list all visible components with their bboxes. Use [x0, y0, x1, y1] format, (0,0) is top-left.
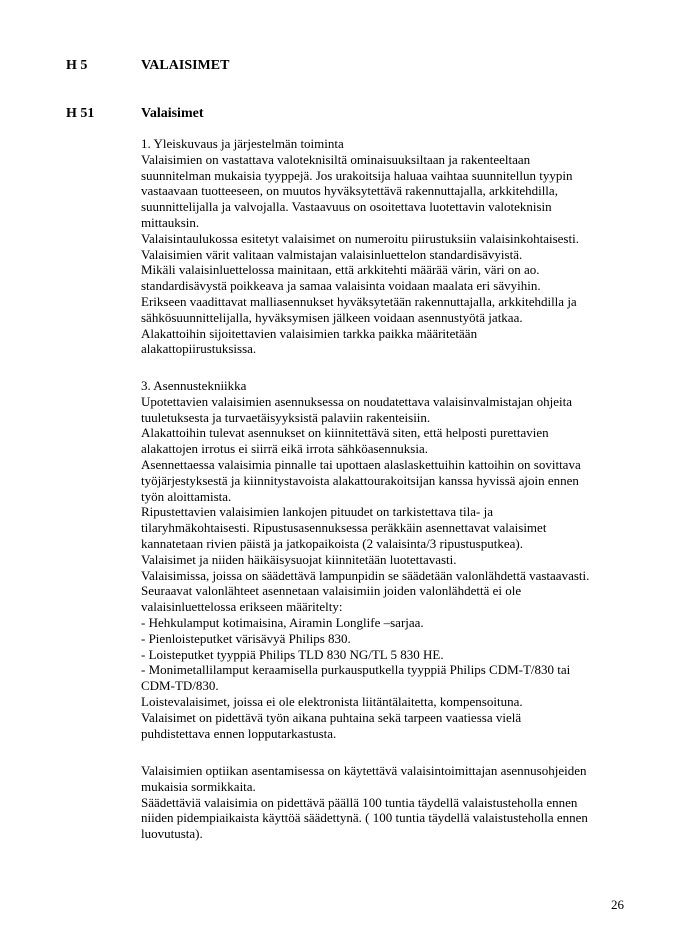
main-heading-code: H 5: [66, 58, 88, 73]
paragraph-line: Loistevalaisimet, joissa ei ole elektronista liitäntälaitetta, kompensoituna.: [141, 693, 523, 709]
list-item: - Loisteputket tyyppiä Philips TLD 830 NG/TL 5 830 HE.: [141, 646, 444, 662]
paragraph-line: Valaisimien on vastattava valoteknisiltä ominaisuuksiltaan ja rakenteeltaan: [141, 151, 531, 167]
paragraph-line: Mikäli valaisinluettelossa mainitaan, että arkkitehti määrää värin, väri on ao.: [141, 262, 540, 278]
paragraph-line: alakattojen irrotus ei siirrä eikä irrota sähköasennuksia.: [141, 441, 428, 457]
paragraph-line: mittauksin.: [141, 214, 200, 230]
list-item: - Monimetallilamput keraamisella purkausputkella tyyppiä Philips CDM-T/830 tai: [141, 662, 571, 678]
paragraph-line: Erikseen vaadittavat malliasennukset hyväksytetään rakennuttajalla, arkkitehdilla ja: [141, 293, 577, 309]
page-number: 26: [611, 897, 624, 912]
paragraph-line: Asennettaessa valaisimia pinnalle tai upottaen alaslaskettuihin kattoihin on sovittava: [141, 456, 581, 472]
paragraph-line: työjärjestyksestä ja kiinnitystavoista alakattourakoitsijan kanssa hyvissä ajoin ennen: [141, 472, 579, 488]
paragraph-line: mukaisia sormikkaita.: [141, 778, 256, 794]
section-title: 3. Asennustekniikka: [141, 378, 247, 393]
main-heading-title: VALAISIMET: [141, 58, 230, 73]
paragraph-line: alakattopiirustuksissa.: [141, 341, 257, 357]
paragraph-line: Alakattoihin tulevat asennukset on kiinnitettävä siten, että helposti purettavien: [141, 425, 549, 441]
paragraph-line: Säädettäviä valaisimia on pidettävä päällä 100 tuntia täydellä valaistusteholla ennen: [141, 794, 578, 810]
section-installation-technique: [141, 378, 641, 741]
list-item: - Hehkulamput kotimaisina, Airamin Longlife –sarjaa.: [141, 614, 424, 630]
paragraph-line: suunnittelijalla ja valvojalla. Vastaavuus on osoitettava luotettavin valoteknisin: [141, 199, 552, 215]
paragraph-line: Valaisimet on pidettävä työn aikana puhtaina sekä tarpeen vaatiessa vielä: [141, 709, 522, 725]
paragraph-line: sähkösuunnittelijalla, hyväksymisen jälkeen voidaan asennustyötä jatkaa.: [141, 309, 523, 325]
paragraph-line: Seuraavat valonlähteet asennetaan valaisimiin joiden valonlähdettä ei ole: [141, 583, 522, 599]
paragraph-line: työn aloittamista.: [141, 488, 232, 504]
section-title: 1. Yleiskuvaus ja järjestelmän toiminta: [141, 136, 344, 151]
section-optics-and-adjustment: [141, 763, 641, 842]
paragraph-line: tilaryhmäkohtaisesti. Ripustusasennuksessa peräkkäin asennettavat valaisimet: [141, 520, 547, 536]
paragraph-line: kannatetaan rivien päistä ja jatkopaikoista (2 valaisinta/3 ripustusputkea).: [141, 535, 523, 551]
paragraph-line: vastaavaan tuotteeseen, on muutos hyväksytettävä rakennuttajalla, arkkitehdilla,: [141, 183, 558, 199]
paragraph-line: valaisinluettelossa erikseen määritelty:: [141, 599, 343, 615]
paragraph-line: Upotettavien valaisimien asennuksessa on noudatettava valaisinvalmistajan ohjeita: [141, 393, 573, 409]
paragraph-line: luovutusta).: [141, 826, 203, 842]
paragraph-line: CDM-TD/830.: [141, 678, 219, 694]
paragraph-line: tuuletuksesta ja turvaetäisyyksistä palaviin rakenteisiin.: [141, 409, 431, 425]
paragraph-line: Valaisintaulukossa esitetyt valaisimet on numeroitu piirustuksiin valaisinkohtaisesti.: [141, 230, 579, 246]
paragraph-line: standardisävystä poikkeava ja samaa valaisinta voidaan maalata eri sävyihin.: [141, 278, 541, 294]
list-item: - Pienloisteputket värisävyä Philips 830.: [141, 630, 351, 646]
paragraph-line: niiden pidempiaikaista käyttöä säädettynä. ( 100 tuntia täydellä valaistusteholla ennen: [141, 810, 588, 826]
sub-heading-code: H 51: [66, 106, 95, 121]
paragraph-line: Valaisimien värit valitaan valmistajan valaisinluettelon standardisävyistä.: [141, 246, 523, 262]
paragraph-line: puhdistettava ennen lopputarkastusta.: [141, 725, 337, 741]
paragraph-line: Ripustettavien valaisimien lankojen pituudet on tarkistettava tila- ja: [141, 504, 493, 520]
section-general-description: [141, 136, 641, 357]
paragraph-line: Alakattoihin sijoitettavien valaisimien tarkka paikka määritetään: [141, 325, 478, 341]
paragraph-line: suunnitelman mukaisia tyyppejä. Jos urakoitsija haluaa vaihtaa suunnitellun tyypin: [141, 167, 573, 183]
paragraph-line: Valaisimien optiikan asentamisessa on käytettävä valaisintoimittajan asennusohjeiden: [141, 763, 587, 778]
paragraph-line: Valaisimissa, joissa on säädettävä lampunpidin se säädetään valonlähdettä vastaavasti.: [141, 567, 590, 583]
paragraph-line: Valaisimet ja niiden häikäisysuojat kiinnitetään luotettavasti.: [141, 551, 457, 567]
sub-heading-title: Valaisimet: [141, 106, 204, 121]
